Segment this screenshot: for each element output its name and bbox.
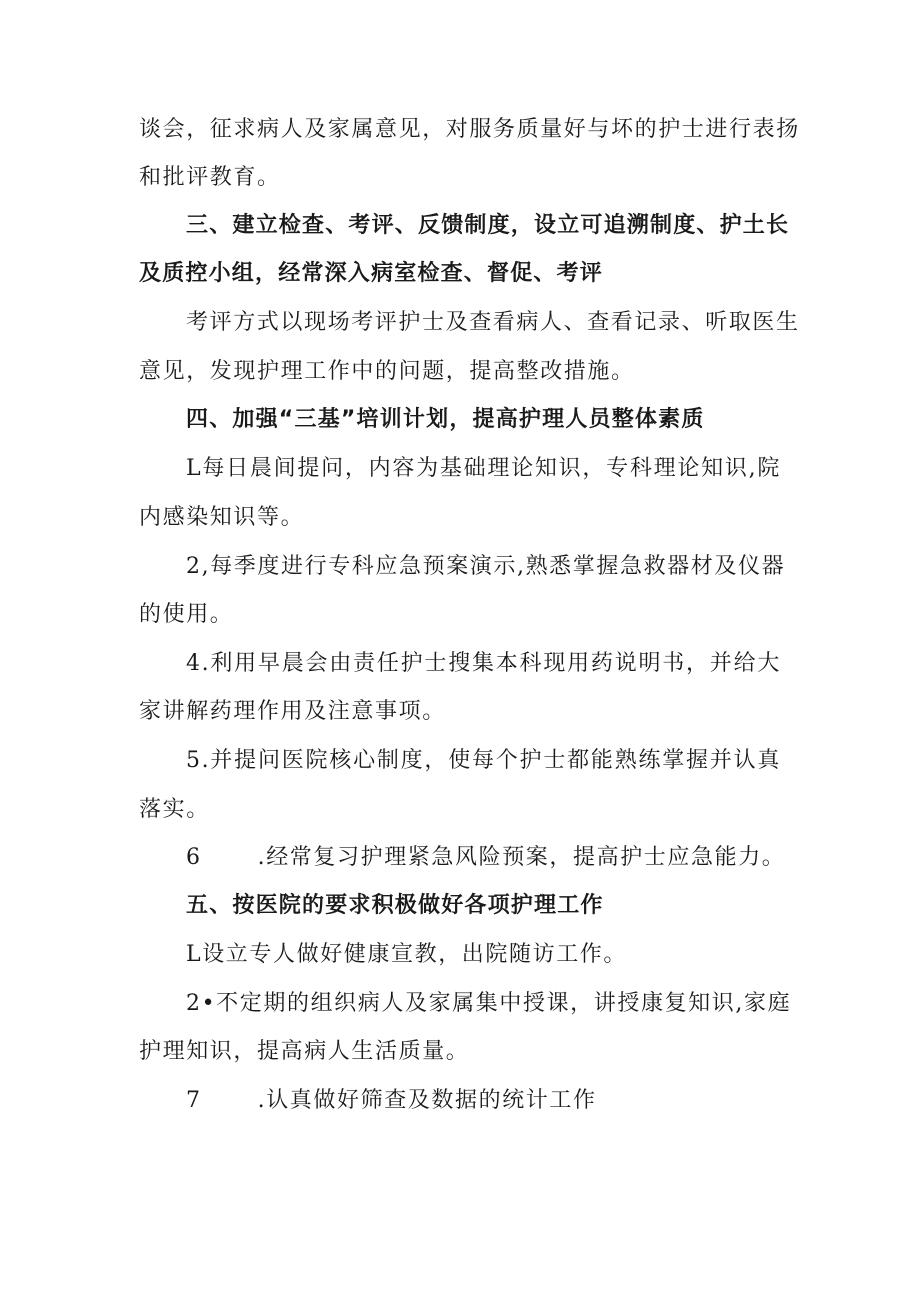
list-item-line: 内感染知识等。 xyxy=(139,505,305,530)
list-item-line: 5.并提问医院核心制度，使每个护士都能熟练掌握并认真 xyxy=(186,748,781,773)
list-item-line: 落实。 xyxy=(139,797,210,822)
paragraph-line: 意见，发现护理工作中的问题，提高整改措施。 xyxy=(139,359,635,384)
list-item-line: 4.利用早晨会由责任护士搜集本科现用药说明书，并给大 xyxy=(186,651,781,676)
list-item-line xyxy=(186,843,785,873)
list-item-text: .经常复习护理紧急风险预案，提高护士应急能力。 xyxy=(257,845,786,870)
list-item-line: L每日晨间提问，内容为基础理论知识，专科理论知识,院 xyxy=(186,456,781,481)
list-item-number: 6 xyxy=(186,845,202,870)
section-heading-4: 四、加强“三基”培训计划，提高护理人员整体素质 xyxy=(186,407,705,432)
list-item-number: 7 xyxy=(186,1088,202,1113)
list-item-line xyxy=(186,1086,597,1116)
list-item-line: 家讲解药理作用及注意事项。 xyxy=(139,699,446,724)
paragraph-line: 谈会，征求病人及家属意见，对服务质量好与坏的护士进行表扬 xyxy=(139,117,800,142)
list-item-line: 护理知识，提高病人生活质量。 xyxy=(139,1039,470,1064)
section-heading-3: 三、建立检查、考评、反馈制度，设立可追溯制度、护土长 xyxy=(186,213,790,238)
paragraph-line: 和批评教育。 xyxy=(139,165,281,190)
section-heading-3-cont: 及质控小组，经常深入病室检查、督促、考评 xyxy=(139,261,604,286)
paragraph-line: 考评方式以现场考评护士及查看病人、查看记录、听取医生 xyxy=(186,310,800,335)
list-item-line: L设立专人做好健康宣教，出院随访工作。 xyxy=(186,942,628,967)
list-item-line: 2•不定期的组织病人及家属集中授课，讲授康复知识,家庭 xyxy=(186,991,792,1016)
section-heading-5: 五、按医院的要求积极做好各项护理工作 xyxy=(186,893,604,918)
list-item-line: 的使用。 xyxy=(139,602,234,627)
list-item-line: 2,每季度进行专科应急预案演示,熟悉掌握急救器材及仪器 xyxy=(186,554,786,579)
list-item-text: .认真做好筛查及数据的统计工作 xyxy=(257,1088,597,1113)
